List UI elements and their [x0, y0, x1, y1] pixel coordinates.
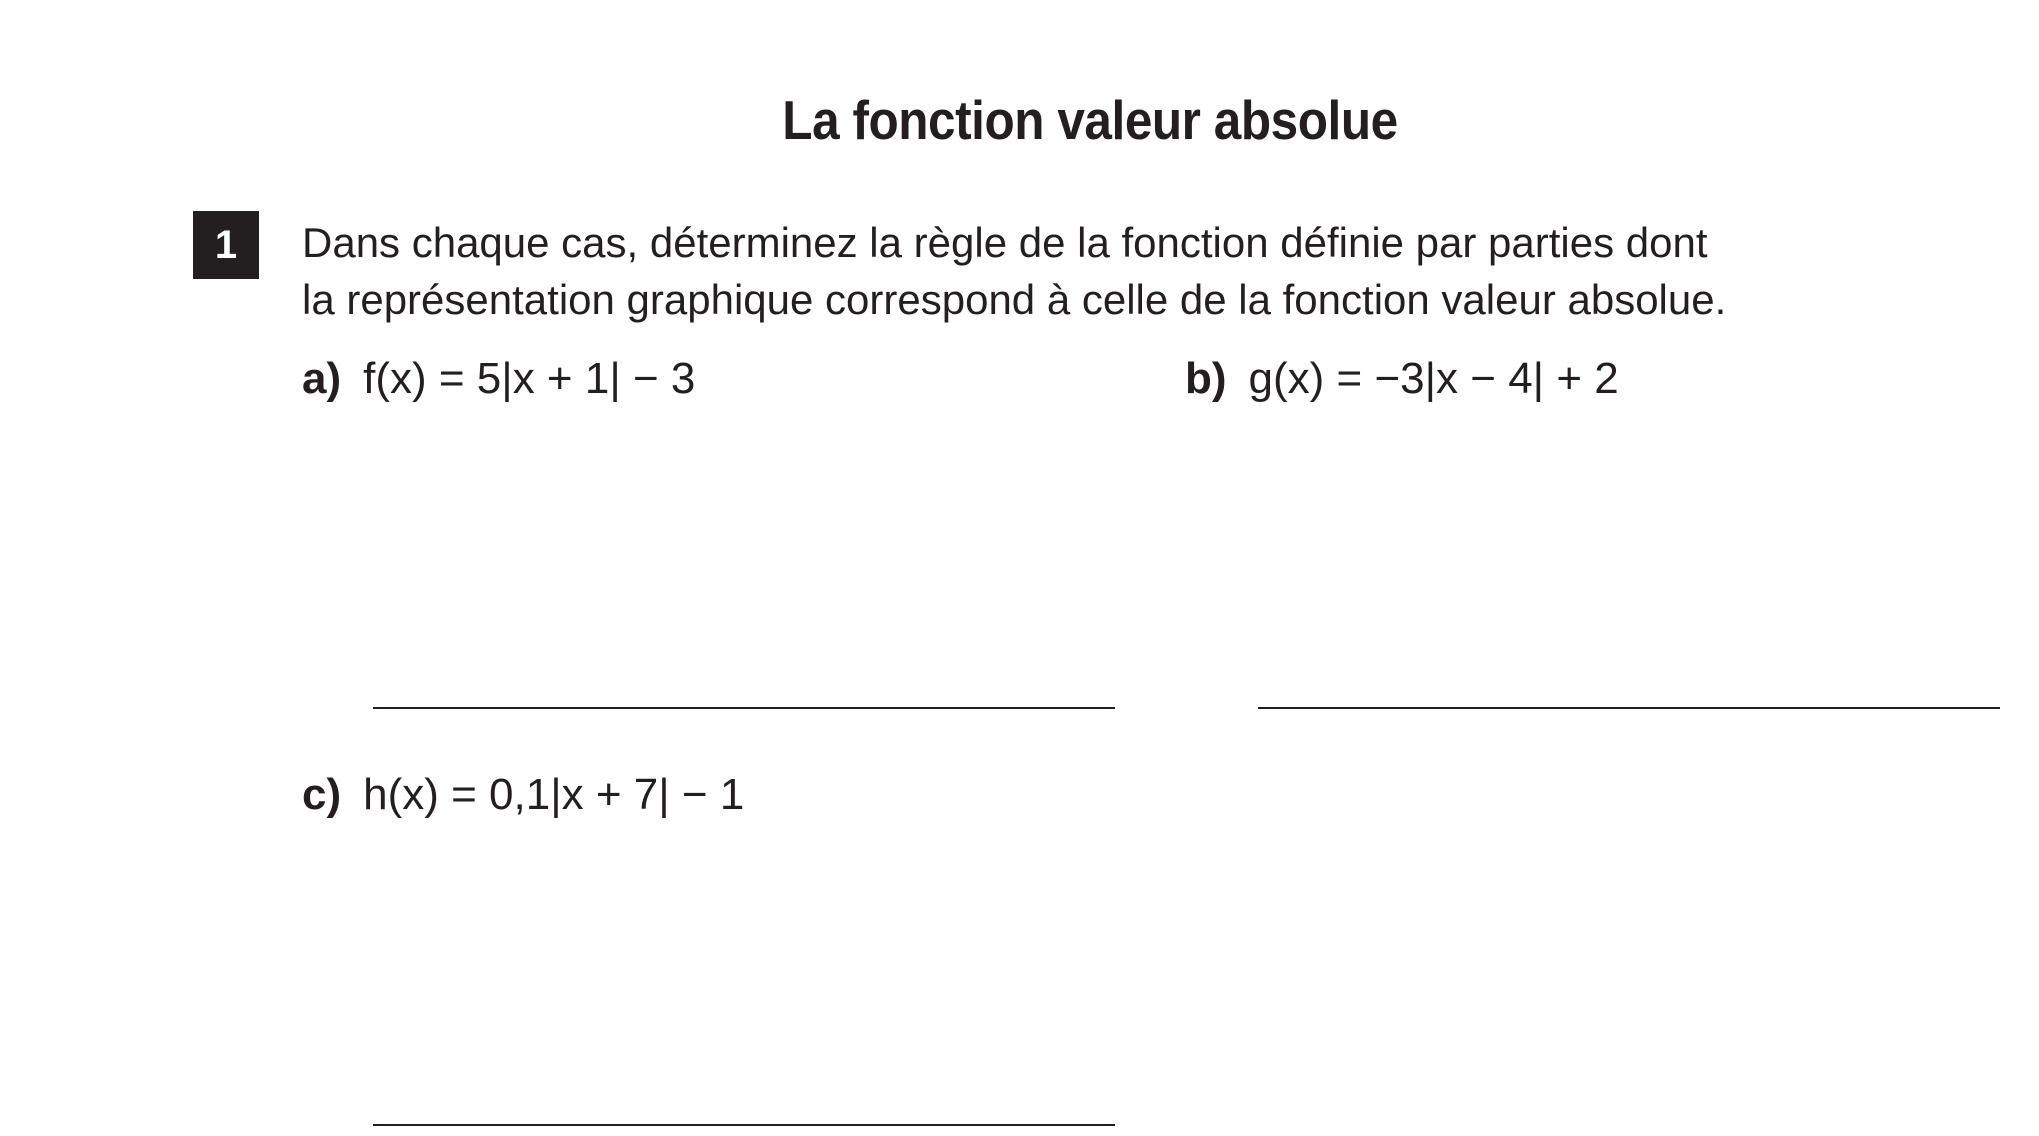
item-a-expression: f(x) = 5|x + 1| − 3 — [363, 354, 696, 403]
answer-line-a[interactable] — [373, 707, 1115, 709]
item-b-expression: g(x) = −3|x − 4| + 2 — [1248, 354, 1619, 403]
item-a-label: a) — [302, 354, 342, 403]
exercise-number-badge: 1 — [193, 211, 259, 279]
page-title: La fonction valeur absolue — [782, 89, 1398, 151]
instructions-line-2: la représentation graphique correspond à celle de la fonction valeur absolue. — [302, 276, 1727, 323]
item-b — [1185, 354, 1619, 404]
item-c-expression: h(x) = 0,1|x + 7| − 1 — [363, 770, 745, 819]
item-c — [302, 770, 744, 820]
item-c-label: c) — [302, 770, 342, 819]
item-b-label: b) — [1185, 354, 1227, 403]
instructions-line-1: Dans chaque cas, déterminez la règle de la fonction définie par parties dont — [302, 219, 1708, 266]
answer-line-c[interactable] — [373, 1124, 1115, 1126]
exercise-instructions — [302, 214, 2002, 328]
item-a — [302, 354, 695, 404]
answer-line-b[interactable] — [1258, 707, 2000, 709]
